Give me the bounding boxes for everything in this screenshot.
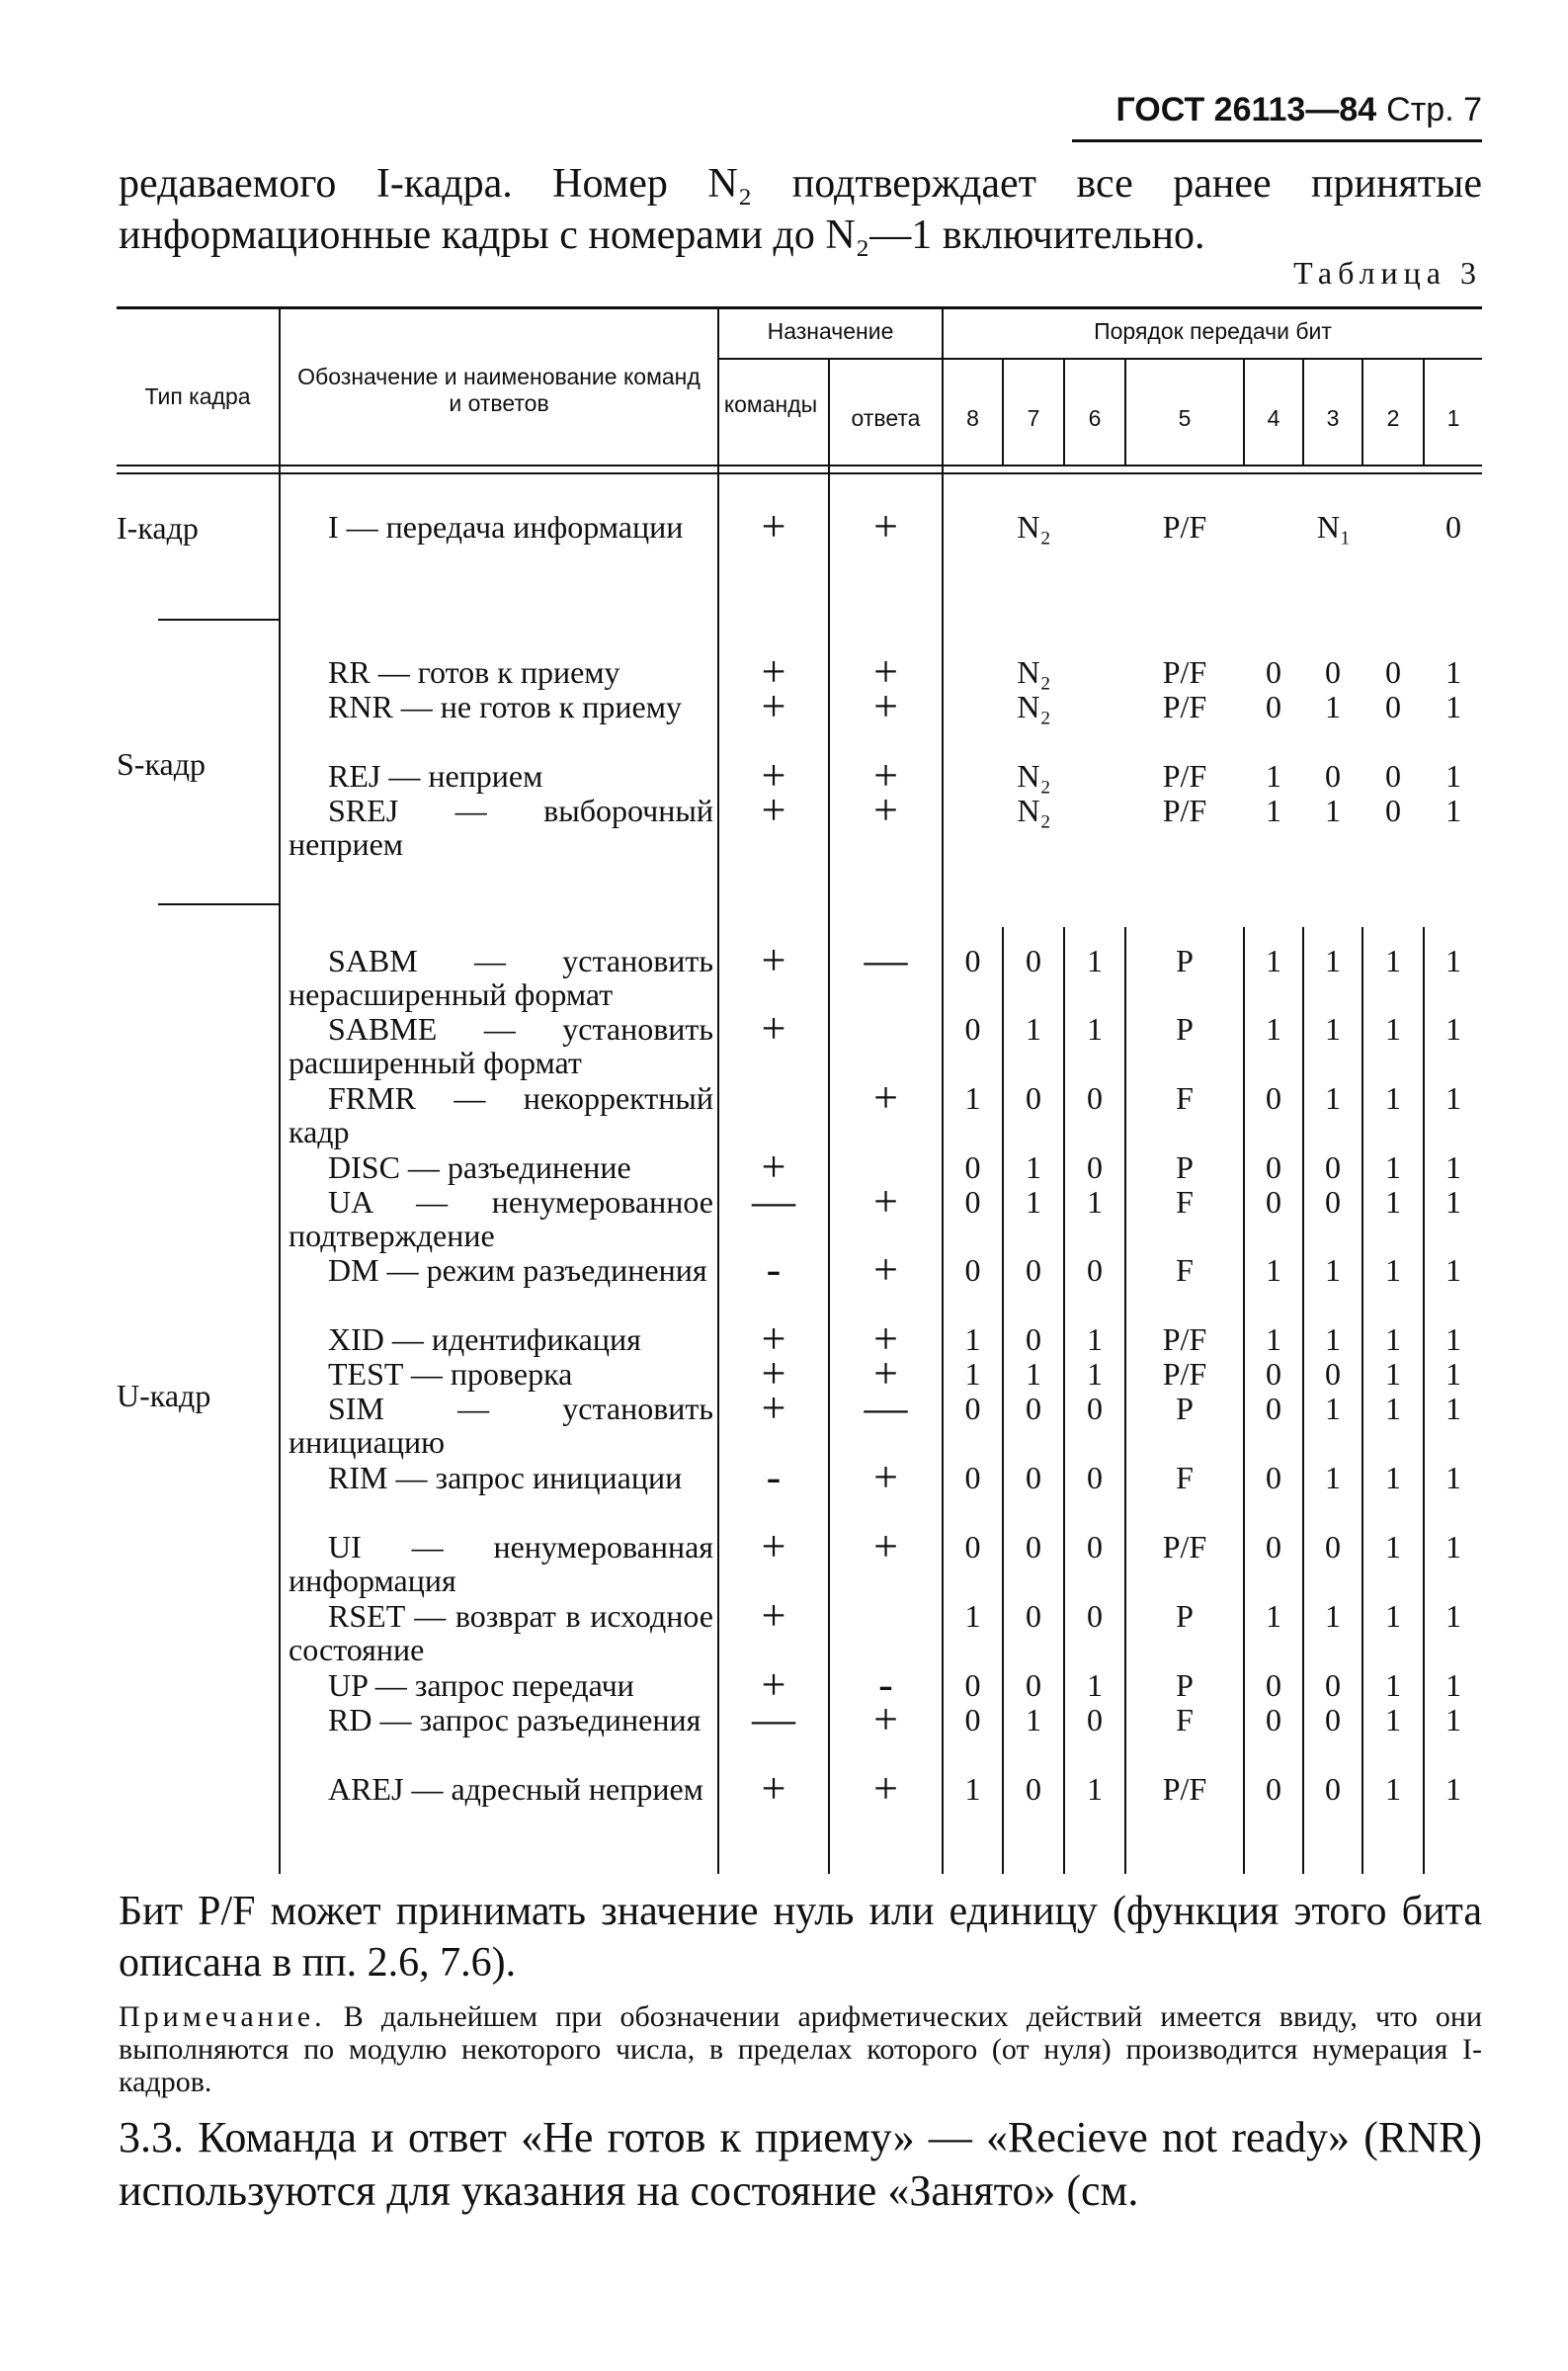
resp-sign: - — [878, 1660, 893, 1709]
group-label-s-frame: S-кадр — [117, 746, 206, 782]
cmd-sign: + — [761, 682, 786, 730]
bit-4: 0 — [1266, 1667, 1281, 1703]
bit-2: 1 — [1385, 1771, 1401, 1807]
bit-1: 1 — [1445, 1771, 1461, 1807]
bit-3: 0 — [1325, 758, 1341, 794]
bit-7: 1 — [1026, 1702, 1041, 1737]
resp-sign: — — [864, 1384, 908, 1432]
resp-sign: + — [873, 786, 898, 834]
bit-8: 0 — [964, 1149, 981, 1185]
command-name: UA — ненумерованное подтверждение — [289, 1184, 713, 1253]
bit-2: 1 — [1385, 1529, 1401, 1565]
bits-n2: N₂ — [1017, 758, 1051, 794]
bit-6: 0 — [1087, 1460, 1103, 1495]
bit-4: 0 — [1266, 1771, 1281, 1807]
bit-5: F — [1176, 1252, 1194, 1288]
resp-sign: + — [873, 502, 898, 550]
bit-8: 0 — [964, 1702, 981, 1737]
col-divider-type — [279, 308, 281, 1874]
bit-6: 0 — [1087, 1529, 1103, 1565]
bit-5-pf: P/F — [1162, 793, 1207, 828]
bit-5: F — [1176, 1080, 1194, 1116]
command-name: FRMR — некорректный кадр — [289, 1080, 713, 1149]
header-bit-5: 5 — [1178, 405, 1192, 431]
bit-4: 0 — [1266, 1702, 1281, 1737]
bit-8: 0 — [964, 943, 981, 978]
bit-5: P — [1176, 1598, 1194, 1634]
command-name: RSET — возврат в исходное состояние — [289, 1598, 713, 1667]
bit-5: P — [1176, 1011, 1194, 1047]
bit-2: 1 — [1385, 1356, 1401, 1392]
bit-3: 1 — [1325, 1011, 1341, 1047]
bit-2: 1 — [1385, 1252, 1401, 1288]
bit-8: 1 — [964, 1080, 981, 1116]
bit-7: 0 — [1026, 1321, 1041, 1357]
header-bit-8: 8 — [966, 405, 979, 431]
bit-5: F — [1176, 1460, 1194, 1495]
resp-sign: + — [873, 1314, 898, 1363]
cmd-sign: + — [761, 1004, 786, 1053]
header-bit-2: 2 — [1386, 405, 1400, 431]
note-paragraph — [119, 2000, 1482, 2098]
bit-3: 1 — [1325, 1080, 1341, 1116]
bit-2: 0 — [1385, 654, 1401, 690]
bit-7: 1 — [1026, 1011, 1041, 1047]
command-name: UI — ненумерованная информация — [289, 1529, 713, 1598]
bit-7: 0 — [1026, 1598, 1041, 1634]
command-name: RNR — не готов к приему — [328, 689, 682, 724]
bit-5-pf: P/F — [1162, 509, 1207, 545]
bit-1: 1 — [1445, 1149, 1461, 1185]
header-bottom-rule-2 — [117, 472, 1482, 474]
bits-n2: N₂ — [1017, 654, 1051, 690]
cmd-sign: + — [761, 502, 786, 550]
bit-1: 1 — [1445, 758, 1461, 794]
header-bit-order: Порядок передачи бит — [1094, 318, 1332, 344]
bit-3: 0 — [1325, 654, 1341, 690]
cmd-sign: + — [761, 647, 786, 696]
bit-3: 1 — [1325, 1252, 1341, 1288]
cmd-sign: + — [761, 1660, 786, 1709]
purpose-underline — [719, 358, 942, 360]
s-frame-divider — [158, 903, 279, 905]
cmd-sign: — — [752, 1177, 795, 1226]
bit-6: 1 — [1087, 1356, 1103, 1392]
resp-sign: + — [873, 751, 898, 800]
bit-7: 1 — [1026, 1184, 1041, 1220]
bit-3: 0 — [1325, 1771, 1341, 1807]
bit-1: 1 — [1445, 793, 1461, 828]
bit-5: F — [1176, 1184, 1194, 1220]
resp-sign: + — [873, 1177, 898, 1226]
bit-3: 0 — [1325, 1149, 1341, 1185]
command-name: SABM — установить нерасширенный формат — [289, 943, 713, 1012]
bit-6: 1 — [1087, 1184, 1103, 1220]
bit-2: 1 — [1385, 1080, 1401, 1116]
bit-1: 1 — [1445, 1321, 1461, 1357]
cmd-sign: — — [752, 1695, 795, 1743]
bit-4: 1 — [1266, 1011, 1281, 1047]
bit-7: 0 — [1026, 1460, 1041, 1495]
bit-1: 1 — [1445, 689, 1461, 724]
command-name: REJ — неприем — [328, 758, 543, 794]
rnr-paragraph: 3.3. Команда и ответ «Не готов к приему» — «Recieve not ready» (RNR) используются для указания на состояние «Занято» (см. — [119, 2113, 1482, 2215]
i-frame-divider — [158, 619, 279, 621]
bits-n2: N₂ — [1017, 689, 1051, 724]
cmd-sign: + — [761, 1314, 786, 1363]
bit-4: 0 — [1266, 1184, 1281, 1220]
command-name: DISC — разъединение — [328, 1149, 631, 1185]
page-number: Стр. 7 — [1386, 91, 1482, 128]
bit-2: 1 — [1385, 1460, 1401, 1495]
bit-3: 0 — [1325, 1356, 1341, 1392]
resp-sign: + — [873, 1245, 898, 1294]
command-name: AREJ — адресный неприем — [328, 1771, 703, 1807]
bit-4: 1 — [1266, 1252, 1281, 1288]
command-name: I — передача информации — [328, 509, 684, 545]
bit-5: P — [1176, 1667, 1194, 1703]
bit-1: 0 — [1445, 509, 1461, 545]
bit-1: 1 — [1445, 1460, 1461, 1495]
header-purpose: Назначение — [767, 318, 894, 344]
bit-3: 1 — [1325, 1391, 1341, 1426]
table-top-rule — [117, 306, 1482, 309]
bit-6: 1 — [1087, 1011, 1103, 1047]
bit-3: 1 — [1325, 1460, 1341, 1495]
bit-4: 0 — [1266, 1391, 1281, 1426]
header-bit-1: 1 — [1446, 405, 1460, 431]
bit-6: 0 — [1087, 1702, 1103, 1737]
bit-1: 1 — [1445, 654, 1461, 690]
bit-1: 1 — [1445, 1080, 1461, 1116]
bit-4: 1 — [1266, 758, 1281, 794]
command-name: DM — режим разъединения — [328, 1252, 707, 1288]
standard-number: ГОСТ 26113—84 — [1115, 91, 1377, 128]
command-name: XID — идентификация — [328, 1321, 641, 1357]
resp-sign: + — [873, 1453, 898, 1501]
bit-1: 1 — [1445, 1702, 1461, 1737]
bit-2: 1 — [1385, 1667, 1401, 1703]
resp-sign: + — [873, 1522, 898, 1570]
bit-2: 1 — [1385, 1598, 1401, 1634]
col-divider-cmd — [828, 360, 830, 1874]
group-label-u-frame: U-кадр — [117, 1378, 211, 1413]
header-bit-6: 6 — [1088, 405, 1102, 431]
bit-4: 0 — [1266, 689, 1281, 724]
resp-sign: + — [873, 1695, 898, 1743]
bit-5: P — [1176, 1391, 1194, 1426]
bit-2: 1 — [1385, 1184, 1401, 1220]
bit-4: 0 — [1266, 654, 1281, 690]
bit-6: 0 — [1087, 1080, 1103, 1116]
cmd-sign: + — [761, 1349, 786, 1397]
bit-5-pf: P/F — [1162, 654, 1207, 690]
bit-1: 1 — [1445, 1598, 1461, 1634]
header-bottom-rule — [117, 465, 1482, 466]
bits-underline — [944, 358, 1482, 360]
bit-6: 1 — [1087, 943, 1103, 978]
bit-1: 1 — [1445, 1184, 1461, 1220]
bit-8: 1 — [964, 1771, 981, 1807]
bit-1: 1 — [1445, 1356, 1461, 1392]
bits-n1: N₁ — [1316, 509, 1352, 545]
bit-6: 1 — [1087, 1321, 1103, 1357]
bit-3: 1 — [1325, 943, 1341, 978]
intro-paragraph: редаваемого I-кадра. Номер N₂ подтверждает все ранее принятые информационные кадры с номерами до N₂—1 включительно. — [119, 161, 1482, 258]
cmd-sign: + — [761, 1764, 786, 1813]
bit-8: 1 — [964, 1598, 981, 1634]
bit-3: 1 — [1325, 689, 1341, 724]
bit-5-pf: P/F — [1162, 758, 1207, 794]
bit-1: 1 — [1445, 1391, 1461, 1426]
bit-6: 0 — [1087, 1598, 1103, 1634]
bit-5: P/F — [1162, 1321, 1207, 1357]
header-designation: Обозначение и наименование команд и ответов — [297, 364, 701, 416]
header-frame-type: Тип кадра — [144, 383, 251, 409]
bit-7: 1 — [1026, 1149, 1041, 1185]
bit-8: 0 — [964, 1252, 981, 1288]
bit-6: 1 — [1087, 1771, 1103, 1807]
bit-7: 0 — [1026, 1080, 1041, 1116]
cmd-sign: - — [766, 1245, 782, 1294]
command-name: RR — готов к приему — [328, 654, 620, 690]
cmd-sign: + — [761, 1143, 786, 1191]
bit-3: 0 — [1325, 1529, 1341, 1565]
bit-3: 0 — [1325, 1667, 1341, 1703]
bit-2: 1 — [1385, 1321, 1401, 1357]
bit-6: 0 — [1087, 1391, 1103, 1426]
bit-5: P — [1176, 943, 1194, 978]
bit-1: 1 — [1445, 1011, 1461, 1047]
header-bit-3: 3 — [1326, 405, 1340, 431]
bit-7: 0 — [1026, 1771, 1041, 1807]
command-name: TEST — проверка — [328, 1356, 573, 1392]
resp-sign: — — [864, 936, 908, 984]
cmd-sign: - — [766, 1453, 782, 1501]
resp-sign: + — [873, 1073, 898, 1122]
group-label-i-frame: I-кадр — [117, 510, 199, 546]
bit-8: 0 — [964, 1391, 981, 1426]
command-name: UP — запрос передачи — [328, 1667, 634, 1703]
bit-8: 0 — [964, 1529, 981, 1565]
bit-4: 1 — [1266, 1321, 1281, 1357]
bit-7: 0 — [1026, 943, 1041, 978]
bit-5: P/F — [1162, 1356, 1207, 1392]
command-name: RD — запрос разъединения — [328, 1702, 701, 1737]
bit-5: P/F — [1162, 1529, 1207, 1565]
bit-2: 0 — [1385, 793, 1401, 828]
bits-n2: N₂ — [1017, 793, 1051, 828]
bit-7: 0 — [1026, 1252, 1041, 1288]
table-label: Таблица 3 — [1293, 255, 1482, 291]
bit-5-pf: P/F — [1162, 689, 1207, 724]
bit-3: 1 — [1325, 1321, 1341, 1357]
bit-4: 0 — [1266, 1529, 1281, 1565]
cmd-sign: + — [761, 936, 786, 984]
bit-3: 1 — [1325, 793, 1341, 828]
bit-1: 1 — [1445, 1667, 1461, 1703]
cmd-sign: + — [761, 1384, 786, 1432]
cmd-sign: + — [761, 751, 786, 800]
bit-2: 0 — [1385, 758, 1401, 794]
bit-3: 0 — [1325, 1702, 1341, 1737]
note-body: В дальнейшем при обозначении арифметических действий имеется ввиду, что они выполняются по модулю некоторого числа, в пределах которого (от нуля) производится нумерация I-кадров. — [119, 2000, 1483, 2098]
command-name: SABME — установить расширенный формат — [289, 1011, 713, 1080]
header-response: ответа — [851, 405, 921, 431]
bit-5: P — [1176, 1149, 1194, 1185]
bit-1: 1 — [1445, 943, 1461, 978]
bit-8: 0 — [964, 1667, 981, 1703]
bit-3: 1 — [1325, 1598, 1341, 1634]
bits-n2: N₂ — [1017, 509, 1051, 545]
bit-8: 1 — [964, 1356, 981, 1392]
bit-6: 1 — [1087, 1667, 1103, 1703]
bit-2: 1 — [1385, 1391, 1401, 1426]
resp-sign: + — [873, 647, 898, 696]
bit-4: 1 — [1266, 1598, 1281, 1634]
bit-8: 0 — [964, 1460, 981, 1495]
resp-sign: + — [873, 1349, 898, 1397]
bit-2: 1 — [1385, 1702, 1401, 1737]
bit-2: 1 — [1385, 1011, 1401, 1047]
resp-sign: + — [873, 1764, 898, 1813]
bit-8: 0 — [964, 1184, 981, 1220]
cmd-sign: + — [761, 786, 786, 834]
bit-2: 0 — [1385, 689, 1401, 724]
bit-2: 1 — [1385, 1149, 1401, 1185]
bit-6: 0 — [1087, 1252, 1103, 1288]
bit-3: 0 — [1325, 1184, 1341, 1220]
bit-7: 0 — [1026, 1391, 1041, 1426]
command-name: SREJ — выборочный неприем — [289, 793, 713, 862]
bit-2: 1 — [1385, 943, 1401, 978]
bit-4: 1 — [1266, 793, 1281, 828]
bit-8: 1 — [964, 1321, 981, 1357]
bit-6: 0 — [1087, 1149, 1103, 1185]
command-name: RIM — запрос инициации — [328, 1460, 683, 1495]
command-name: SIM — установить инициацию — [289, 1391, 713, 1460]
bit-4: 0 — [1266, 1356, 1281, 1392]
bit-5: P/F — [1162, 1771, 1207, 1807]
bit-7: 0 — [1026, 1667, 1041, 1703]
header-bit-7: 7 — [1027, 405, 1040, 431]
bit-7: 0 — [1026, 1529, 1041, 1565]
header-command: команды — [723, 391, 818, 417]
pf-paragraph: Бит P/F может принимать значение нуль или единицу (функция этого бита описана в пп. 2.6, 7.6). — [119, 1889, 1482, 1986]
cmd-sign: + — [761, 1522, 786, 1570]
bit-7: 1 — [1026, 1356, 1041, 1392]
header-bit-4: 4 — [1267, 405, 1280, 431]
bit-1: 1 — [1445, 1252, 1461, 1288]
note-label: Примечание. — [119, 2000, 326, 2033]
bit-4: 1 — [1266, 943, 1281, 978]
bit-4: 0 — [1266, 1460, 1281, 1495]
cmd-sign: + — [761, 1591, 786, 1640]
bit-1: 1 — [1445, 1529, 1461, 1565]
bit-8: 0 — [964, 1011, 981, 1047]
bit-4: 0 — [1266, 1149, 1281, 1185]
resp-sign: + — [873, 682, 898, 730]
bit-5: F — [1176, 1702, 1194, 1737]
bit-4: 0 — [1266, 1080, 1281, 1116]
